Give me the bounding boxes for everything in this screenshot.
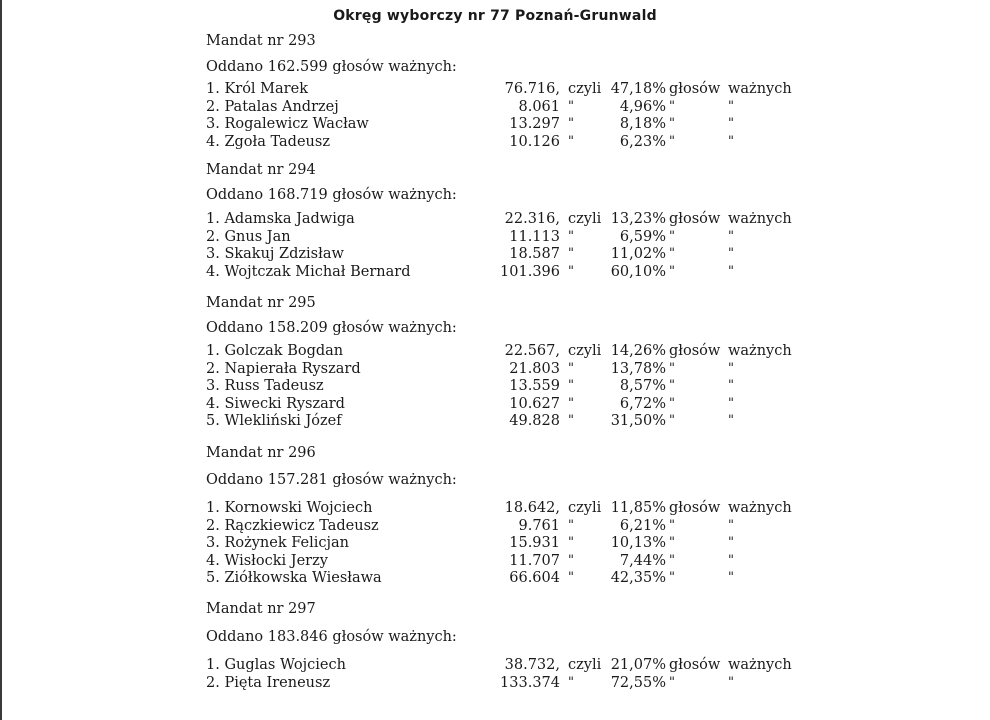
candidate-name: 1. Król Marek (206, 81, 308, 97)
glosow-label: " (669, 228, 675, 244)
glosow-label: " (669, 395, 675, 411)
candidate-row (0, 81, 990, 99)
mandat-heading: Mandat nr 295 (206, 295, 316, 311)
candidate-name: 2. Pięta Ireneusz (206, 675, 331, 691)
czyli-label: czyli (568, 81, 602, 97)
waznych-label: " (728, 378, 734, 394)
candidate-percent: 31,50% (610, 413, 666, 430)
candidate-row (0, 134, 990, 152)
glosow-label: głosów (669, 81, 721, 97)
waznych-label: " (728, 228, 734, 244)
valid-votes-summary: Oddano 162.599 głosów ważnych: (206, 59, 457, 75)
czyli-label: " (568, 395, 574, 411)
waznych-label: ważnych (728, 500, 792, 516)
candidate-percent: 13,23% (610, 211, 666, 227)
candidate-votes: 11.707 (509, 552, 560, 569)
candidate-percent: 6,21% (619, 517, 666, 534)
candidate-percent: 8,57% (619, 378, 666, 395)
candidate-percent: 21,07% (610, 657, 666, 673)
candidate-percent: 13,78% (610, 360, 666, 377)
candidate-votes: 15.931 (509, 535, 560, 552)
candidate-row (0, 413, 990, 431)
mandat-heading: Mandat nr 294 (206, 162, 316, 178)
candidate-votes: 13.559 (509, 378, 560, 395)
waznych-label: " (728, 517, 734, 533)
glosow-label: " (669, 552, 675, 568)
czyli-label: " (568, 552, 574, 568)
glosow-label: " (669, 133, 675, 149)
candidate-name: 4. Wojtczak Michał Bernard (206, 264, 411, 281)
czyli-label: " (568, 116, 574, 131)
candidate-percent: 42,35% (610, 570, 666, 587)
candidate-row (0, 535, 990, 553)
candidate-votes: 18.642, (504, 500, 560, 516)
waznych-label: ważnych (728, 657, 792, 673)
candidate-row (0, 361, 990, 379)
candidate-row (0, 518, 990, 536)
candidate-row (0, 675, 990, 693)
valid-votes-summary: Oddano 183.846 głosów ważnych: (206, 629, 457, 645)
candidate-name: 1. Adamska Jadwiga (206, 211, 355, 227)
candidate-row (0, 553, 990, 571)
waznych-label: " (728, 535, 734, 551)
candidate-name: 3. Rogalewicz Wacław (206, 116, 369, 132)
candidate-votes: 66.604 (509, 570, 560, 587)
waznych-label: " (728, 570, 734, 586)
czyli-label: " (568, 535, 574, 551)
waznych-label: " (728, 552, 734, 568)
candidate-name: 3. Skakuj Zdzisław (206, 246, 344, 263)
candidate-name: 4. Siwecki Ryszard (206, 395, 345, 412)
glosow-label: " (669, 570, 675, 586)
waznych-label: " (728, 675, 734, 690)
candidate-votes: 11.113 (509, 228, 560, 245)
candidate-percent: 11,85% (610, 500, 666, 516)
glosow-label: " (669, 264, 675, 280)
waznych-label: " (728, 413, 734, 429)
candidate-percent: 10,13% (610, 535, 666, 552)
waznych-label: " (728, 116, 734, 131)
waznych-label: " (728, 133, 734, 149)
candidate-percent: 60,10% (610, 264, 666, 281)
candidate-votes: 13.297 (509, 116, 560, 132)
candidate-name: 3. Russ Tadeusz (206, 378, 324, 395)
candidate-votes: 21.803 (509, 360, 560, 377)
candidate-row (0, 211, 990, 229)
czyli-label: " (568, 246, 574, 262)
candidate-name: 2. Patalas Andrzej (206, 98, 339, 115)
candidate-percent: 72,55% (610, 675, 666, 691)
candidate-percent: 8,18% (619, 116, 666, 132)
candidate-votes: 10.627 (509, 395, 560, 412)
glosow-label: głosów (669, 211, 721, 227)
candidate-name: 5. Wlekliński Józef (206, 413, 342, 430)
candidate-votes: 18.587 (509, 246, 560, 263)
candidate-row (0, 570, 990, 588)
czyli-label: czyli (568, 657, 602, 673)
glosow-label: " (669, 360, 675, 376)
candidate-votes: 76.716, (504, 81, 560, 97)
czyli-label: " (568, 133, 574, 149)
czyli-label: " (568, 98, 574, 114)
glosow-label: " (669, 517, 675, 533)
glosow-label: głosów (669, 343, 721, 359)
czyli-label: " (568, 570, 574, 586)
candidate-name: 1. Kornowski Wojciech (206, 500, 373, 516)
waznych-label: ważnych (728, 211, 792, 227)
candidate-votes: 9.761 (518, 517, 560, 534)
candidate-votes: 22.316, (504, 211, 560, 227)
waznych-label: " (728, 360, 734, 376)
candidate-row (0, 99, 990, 117)
candidate-row (0, 657, 990, 675)
czyli-label: " (568, 228, 574, 244)
waznych-label: " (728, 246, 734, 262)
candidate-name: 3. Rożynek Felicjan (206, 535, 349, 552)
candidate-name: 4. Zgoła Tadeusz (206, 133, 330, 150)
candidate-row (0, 396, 990, 414)
candidate-name: 2. Gnus Jan (206, 228, 291, 245)
candidate-name: 5. Ziółkowska Wiesława (206, 570, 382, 587)
candidate-row (0, 343, 990, 361)
valid-votes-summary: Oddano 158.209 głosów ważnych: (206, 320, 457, 336)
valid-votes-summary: Oddano 157.281 głosów ważnych: (206, 472, 457, 488)
candidate-name: 1. Golczak Bogdan (206, 343, 344, 359)
candidate-votes: 133.374 (500, 675, 560, 691)
mandat-heading: Mandat nr 296 (206, 445, 316, 461)
candidate-name: 1. Guglas Wojciech (206, 657, 346, 673)
candidate-name: 2. Rączkiewicz Tadeusz (206, 517, 379, 534)
candidate-percent: 6,59% (619, 228, 666, 245)
czyli-label: " (568, 360, 574, 376)
candidate-name: 2. Napierała Ryszard (206, 360, 361, 377)
candidate-percent: 47,18% (610, 81, 666, 97)
candidate-row (0, 500, 990, 518)
czyli-label: " (568, 675, 574, 690)
waznych-label: ważnych (728, 81, 792, 97)
czyli-label: " (568, 517, 574, 533)
candidate-name: 4. Wisłocki Jerzy (206, 552, 328, 569)
candidate-votes: 49.828 (509, 413, 560, 430)
candidate-percent: 7,44% (619, 552, 666, 569)
candidate-percent: 6,72% (619, 395, 666, 412)
candidate-row (0, 116, 990, 134)
glosow-label: głosów (669, 500, 721, 516)
waznych-label: " (728, 395, 734, 411)
candidate-votes: 101.396 (500, 264, 560, 281)
page-title: Okręg wyborczy nr 77 Poznań-Grunwald (333, 8, 657, 24)
candidate-row (0, 229, 990, 247)
glosow-label: " (669, 413, 675, 429)
candidate-percent: 14,26% (610, 343, 666, 359)
candidate-percent: 11,02% (610, 246, 666, 263)
waznych-label: " (728, 98, 734, 114)
czyli-label: " (568, 413, 574, 429)
waznych-label: " (728, 264, 734, 280)
czyli-label: czyli (568, 343, 602, 359)
czyli-label: czyli (568, 211, 602, 227)
candidate-votes: 10.126 (509, 133, 560, 150)
candidate-row (0, 264, 990, 282)
candidate-votes: 8.061 (518, 98, 560, 115)
candidate-row (0, 378, 990, 396)
czyli-label: czyli (568, 500, 602, 516)
glosow-label: " (669, 675, 675, 690)
glosow-label: głosów (669, 657, 721, 673)
glosow-label: " (669, 98, 675, 114)
glosow-label: " (669, 116, 675, 131)
glosow-label: " (669, 246, 675, 262)
candidate-percent: 6,23% (619, 133, 666, 150)
czyli-label: " (568, 264, 574, 280)
candidate-votes: 22.567, (504, 343, 560, 359)
candidate-row (0, 246, 990, 264)
glosow-label: " (669, 535, 675, 551)
candidate-percent: 4,96% (619, 98, 666, 115)
czyli-label: " (568, 378, 574, 394)
waznych-label: ważnych (728, 343, 792, 359)
glosow-label: " (669, 378, 675, 394)
valid-votes-summary: Oddano 168.719 głosów ważnych: (206, 187, 457, 203)
mandat-heading: Mandat nr 293 (206, 33, 316, 49)
mandat-heading: Mandat nr 297 (206, 601, 316, 617)
candidate-votes: 38.732, (504, 657, 560, 673)
